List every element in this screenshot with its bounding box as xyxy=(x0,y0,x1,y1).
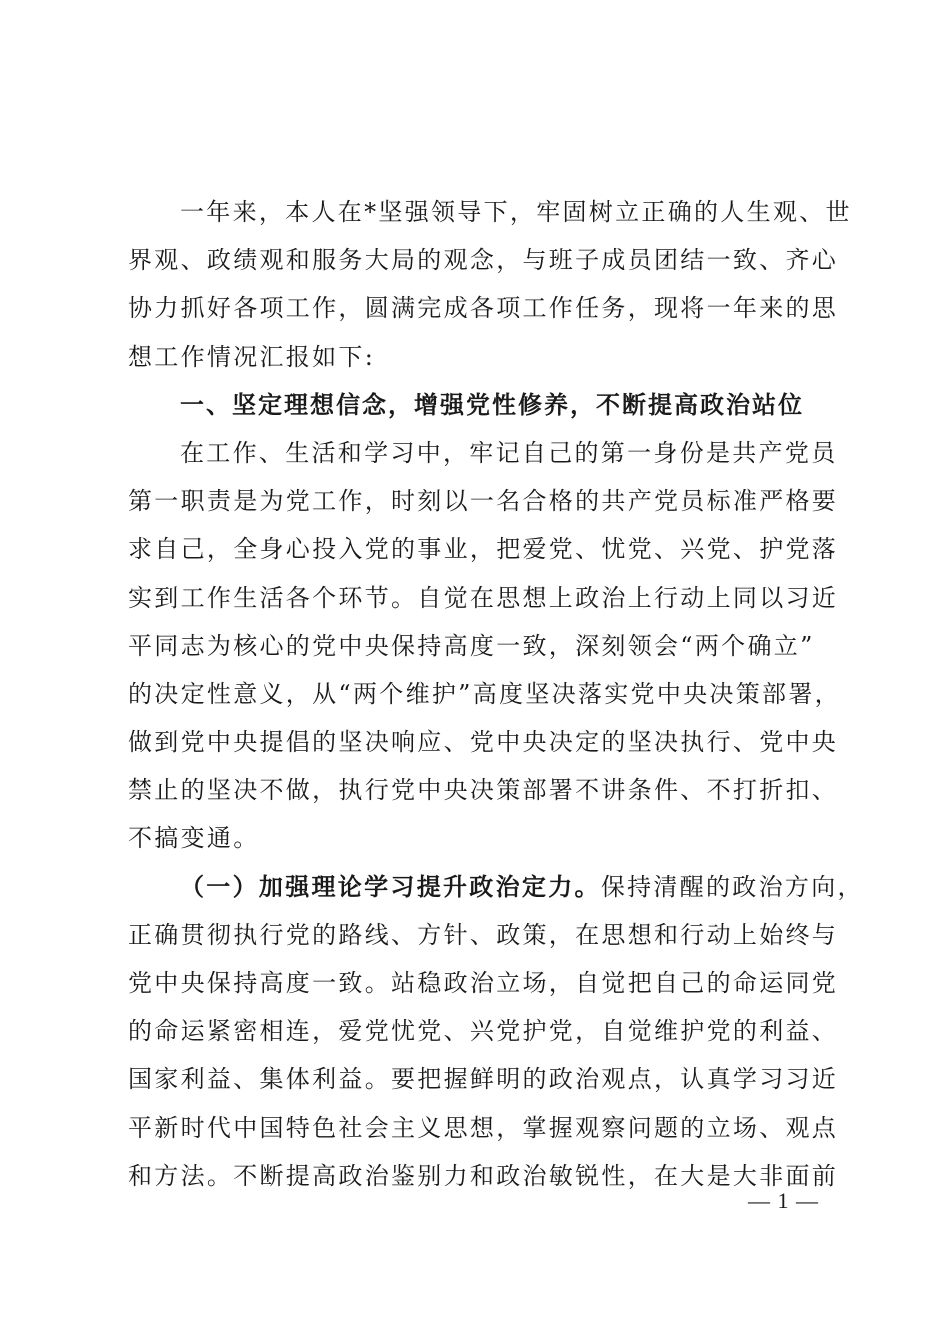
intro-line: 协力抓好各项工作，圆满完成各项工作任务，现将一年来的思 xyxy=(128,294,839,323)
intro-line: 一年来，本人在*坚强领导下，牢固树立正确的人生观、世 xyxy=(180,198,852,226)
subsection-first-line xyxy=(128,863,864,911)
intro-paragraph xyxy=(128,188,852,381)
intro-line: 界观、政绩观和服务大局的观念，与班子成员团结一致、齐心 xyxy=(128,246,839,275)
paragraph-line: 的命运紧密相连，爱党忧党、兴党护党，自觉维护党的利益、 xyxy=(128,1017,839,1046)
subsection-lead-rest: 保持清醒的政治方向， xyxy=(600,872,864,901)
subsection-lead: （一）加强理论学习提升政治定力。 xyxy=(180,871,601,901)
paragraph-line: 禁止的坚决不做，执行党中央决策部署不讲条件、不打折扣、 xyxy=(128,776,839,805)
paragraph-line: 和方法。不断提高政治鉴别力和政治敏锐性，在大是大非面前 xyxy=(128,1161,839,1190)
paragraph-line: 第一职责是为党工作，时刻以一名合格的共产党员标准严格要 xyxy=(128,487,839,516)
paragraph-line: 党中央保持高度一致。站稳政治立场，自觉把自己的命运同党 xyxy=(128,969,839,997)
page-number: — 1 — xyxy=(748,1188,819,1213)
section-heading: 一、坚定理想信念，增强党性修养，不断提高政治站位 xyxy=(180,390,804,419)
intro-line: 想工作情况汇报如下: xyxy=(128,342,376,371)
paragraph-line: 在工作、生活和学习中，牢记自己的第一身份是共产党员 xyxy=(180,438,838,467)
paragraph-line: 实到工作生活各个环节。自觉在思想上政治上行动上同以习近 xyxy=(128,583,839,612)
subsection-1-paragraph xyxy=(128,863,864,1200)
paragraph-line: 不搞变通。 xyxy=(128,824,260,853)
paragraph-line: 国家利益、集体利益。要把握鲜明的政治观点，认真学习习近 xyxy=(128,1065,839,1094)
paragraph-line: 求自己，全身心投入党的事业，把爱党、忧党、兴党、护党落 xyxy=(128,535,839,564)
paragraph-line: 平新时代中国特色社会主义思想，掌握观察问题的立场、观点 xyxy=(128,1113,839,1142)
paragraph-line: 的决定性意义，从“两个维护”高度坚决落实党中央决策部署， xyxy=(128,679,841,708)
paragraph-line: 正确贯彻执行党的路线、方针、政策，在思想和行动上始终与 xyxy=(128,920,839,949)
paragraph-line: 做到党中央提倡的坚决响应、党中央决定的坚决执行、党中央 xyxy=(128,728,839,757)
document-body xyxy=(128,188,864,1200)
paragraph-line: 平同志为核心的党中央保持高度一致，深刻领会“两个确立” xyxy=(128,631,815,660)
section-1-paragraph xyxy=(128,429,841,863)
